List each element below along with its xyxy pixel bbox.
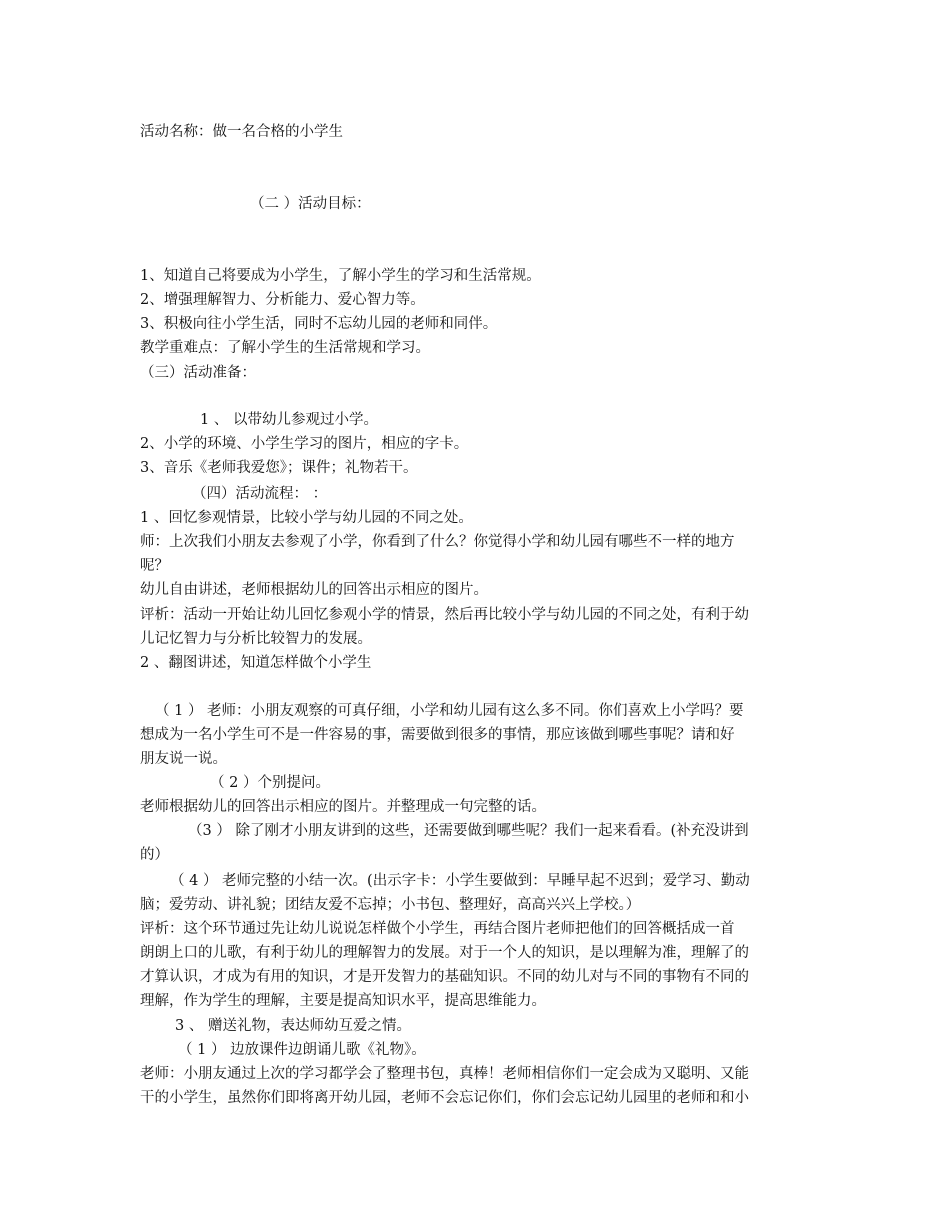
paragraph-line: （ 2 ）个别提问。	[210, 775, 330, 791]
paragraph-line: 幼儿自由讲述，老师根据幼儿的回答出示相应的图片。	[140, 582, 488, 598]
paragraph-line: （3 ） 除了刚才小朋友讲到的这些，还需要做到哪些呢？我们一起来看看。(补充没讲到	[188, 823, 749, 839]
paragraph-line: 呢？	[140, 558, 169, 574]
paragraph-line: 朗朗上口的儿歌，有利于幼儿的理解智力的发展。对于一个人的知识，是以理解为准，理解了的	[140, 945, 749, 961]
paragraph-line: 理解，作为学生的理解，主要是提高知识水平，提高思维能力。	[140, 993, 546, 1009]
paragraph-line: （ 1 ） 老师：小朋友观察的可真仔细，小学和幼儿园有这么多不同。你们喜欢上小学吗？要	[155, 703, 744, 719]
goal-item-3: 3、积极向往小学生活，同时不忘幼儿园的老师和同伴。	[140, 316, 498, 332]
prep-item-2: 2、小学的环境、小学生学习的图片，相应的字卡。	[140, 436, 469, 452]
paragraph-line: 老师根据幼儿的回答出示相应的图片。并整理成一句完整的话。	[140, 799, 546, 815]
activity-title: 活动名称：做一名合格的小学生	[140, 124, 343, 140]
section-heading-preparation: （三）活动准备：	[140, 365, 256, 381]
paragraph-line: 师：上次我们小朋友去参观了小学，你看到了什么？你觉得小学和幼儿园有哪些不一样的地方	[140, 534, 735, 550]
paragraph-line: 的）	[140, 847, 169, 863]
key-difficulty: 教学重难点：了解小学生的生活常规和学习。	[140, 340, 430, 356]
prep-item-3: 3、音乐《老师我爱您》；课件；礼物若干。	[140, 460, 418, 476]
process-step-3: 3 、 赠送礼物，表达师幼互爱之情。	[175, 1018, 411, 1034]
paragraph-line: （ 4 ） 老师完整的小结一次。(出示字卡：小学生要做到：早睡早起不迟到；爱学习、勤动	[170, 873, 750, 889]
paragraph-line: 朋友说一说。	[140, 751, 227, 767]
section-heading-process: （四）活动流程： ：	[192, 486, 328, 502]
paragraph-line: 干的小学生，虽然你们即将离开幼儿园，老师不会忘记你们，你们会忘记幼儿园里的老师和和小	[140, 1090, 749, 1106]
paragraph-line: 儿记忆智力与分析比较智力的发展。	[140, 631, 372, 647]
process-step-2: 2 、翻图讲述，知道怎样做个小学生	[140, 655, 372, 671]
paragraph-line: （ 1 ） 边放课件边朗诵儿歌《礼物》。	[178, 1042, 426, 1058]
paragraph-line: 老师：小朋友通过上次的学习都学会了整理书包，真棒！老师相信你们一定会成为又聪明、又能	[140, 1066, 749, 1082]
goal-item-1: 1、知道自己将要成为小学生，了解小学生的学习和生活常规。	[140, 268, 541, 284]
paragraph-line: 脑；爱劳动、讲礼貌；团结友爱不忘掉；小书包、整理好，高高兴兴上学校。）	[140, 897, 641, 913]
goal-item-2: 2、增强理解智力、分析能力、爱心智力等。	[140, 292, 425, 308]
prep-item-1: 1 、 以带幼儿参观过小学。	[200, 412, 378, 428]
paragraph-line: 评析：活动一开始让幼儿回忆参观小学的情景，然后再比较小学与幼儿园的不同之处，有利于幼	[140, 607, 749, 623]
section-heading-goals: （二 ）活动目标：	[250, 196, 371, 212]
paragraph-line: 想成为一名小学生可不是一件容易的事，需要做到很多的事情，那应该做到哪些事呢？请和好	[140, 727, 735, 743]
paragraph-line: 才算认识，才成为有用的知识，才是开发智力的基础知识。不同的幼儿对与不同的事物有不同的	[140, 969, 749, 985]
paragraph-line: 评析：这个环节通过先让幼儿说说怎样做个小学生，再结合图片老师把他们的回答概括成一首	[140, 921, 735, 937]
process-step-1: 1 、回忆参观情景，比较小学与幼儿园的不同之处。	[140, 510, 473, 526]
